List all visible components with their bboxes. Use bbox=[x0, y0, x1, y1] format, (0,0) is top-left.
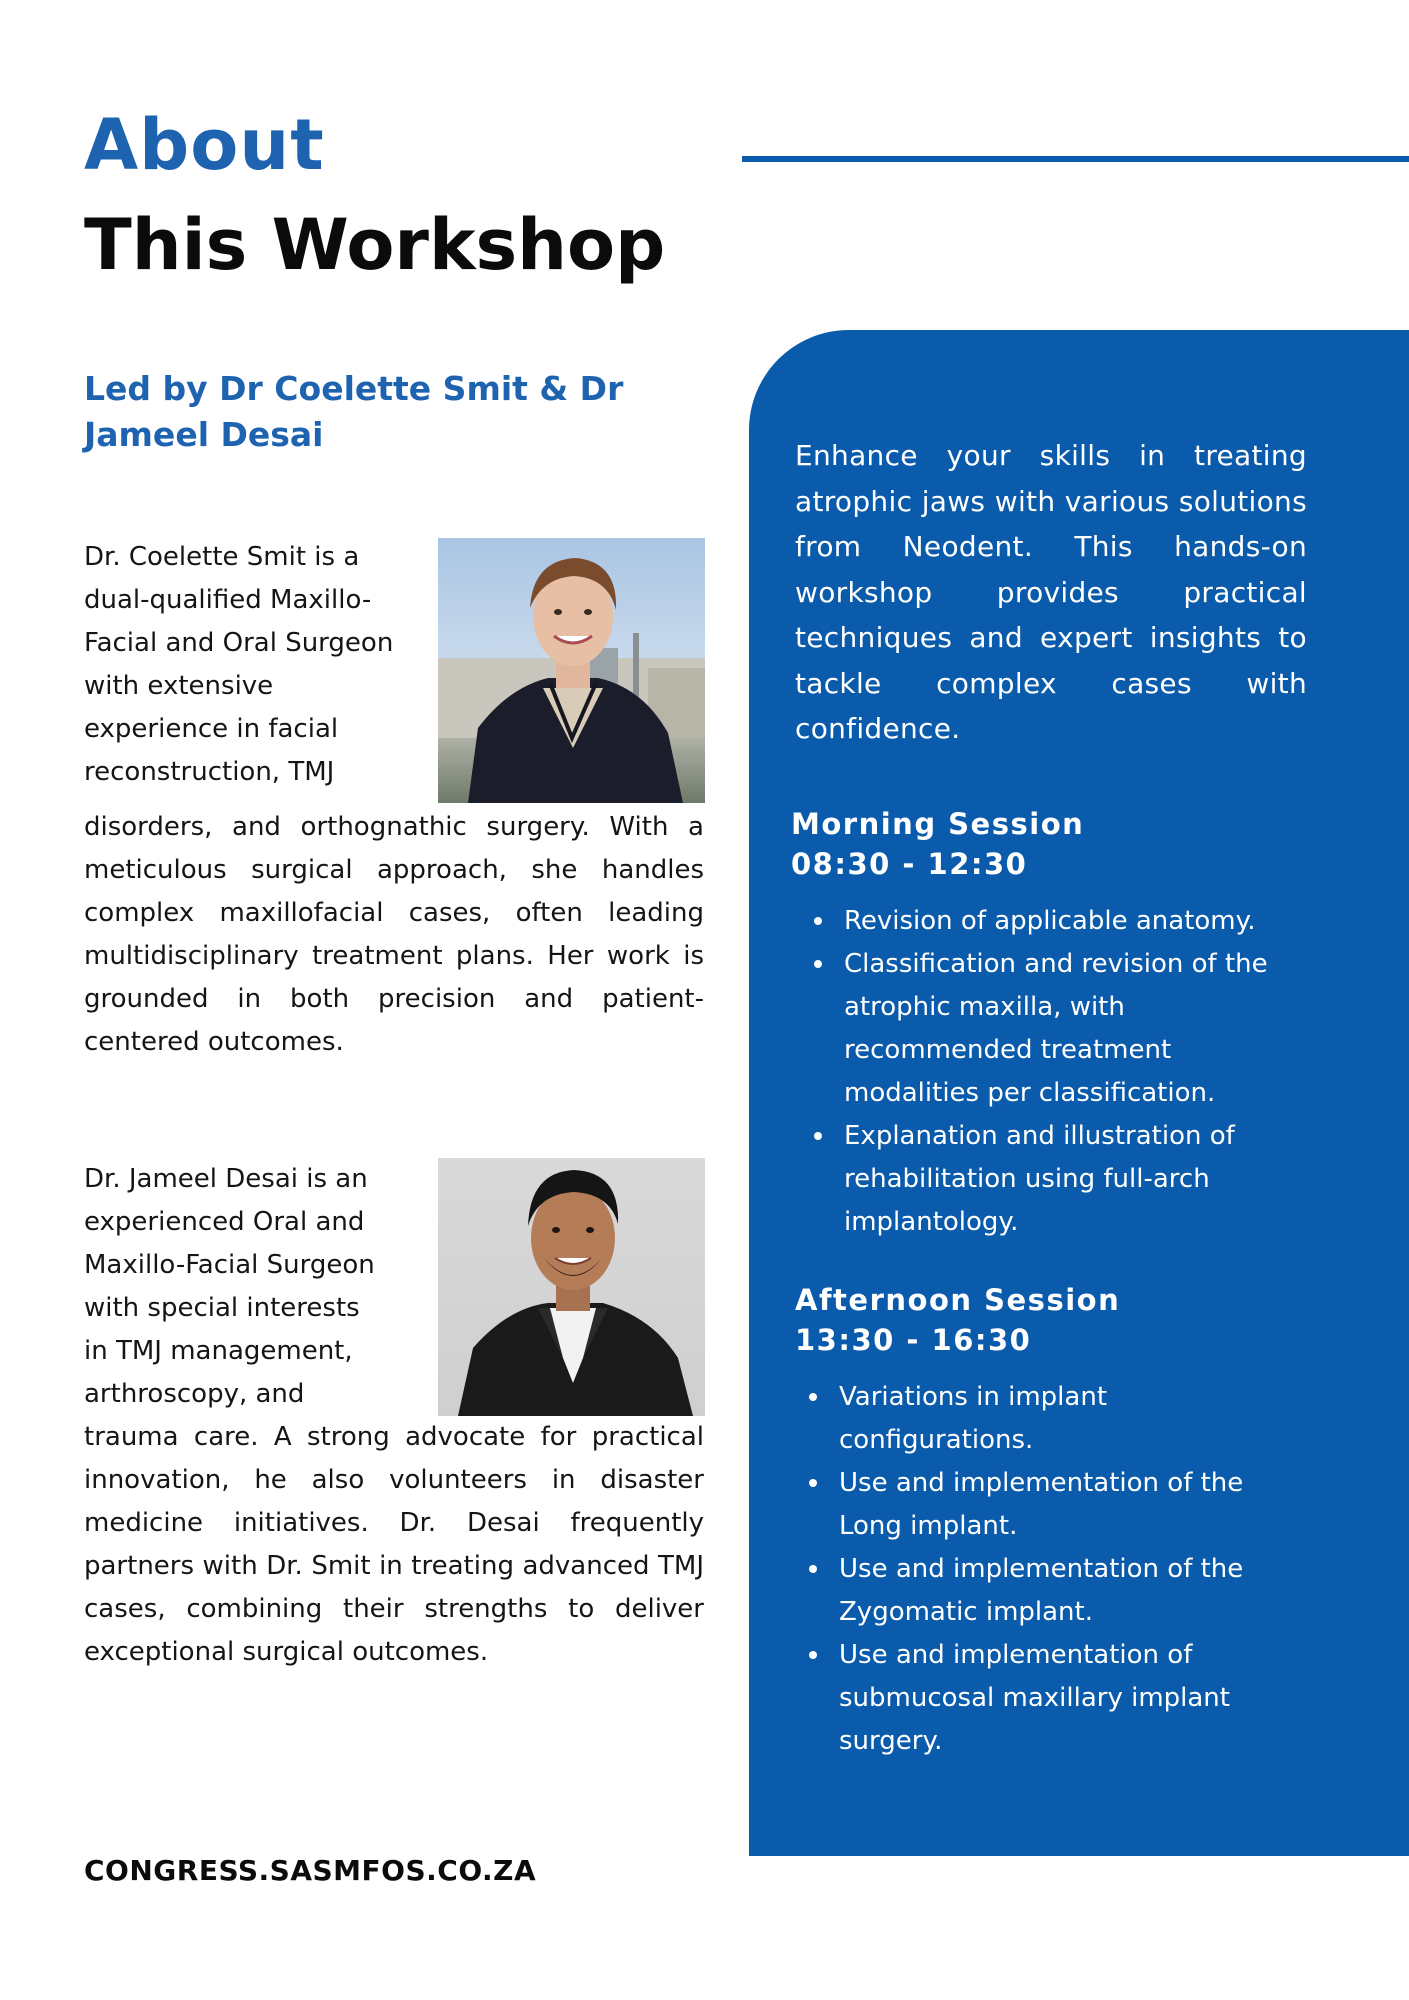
list-item bbox=[844, 1115, 1314, 1244]
session-time: 13:30 - 16:30 bbox=[795, 1323, 1032, 1357]
bullet-icon bbox=[814, 917, 822, 925]
bio-line: Maxillo-Facial Surgeon bbox=[84, 1250, 375, 1280]
bio-line: with special interests bbox=[84, 1293, 360, 1323]
portrait-woman-image bbox=[438, 538, 705, 803]
bullet-icon bbox=[814, 960, 822, 968]
photo-jameel-desai bbox=[438, 1158, 705, 1416]
morning-session-list bbox=[844, 900, 1314, 1244]
list-item-text: Variations in implant configurations. bbox=[839, 1382, 1108, 1455]
bio-line: Dr. Coelette Smit is a bbox=[84, 542, 360, 572]
title-about: About bbox=[84, 104, 325, 186]
bio-line: Facial and Oral Surgeon bbox=[84, 628, 394, 658]
list-item-text: Classification and revision of the atrophic maxilla, with recommended treatment modalities per classification. bbox=[844, 949, 1268, 1108]
bio-smit-intro bbox=[84, 536, 429, 794]
bio-line: with extensive bbox=[84, 671, 274, 701]
afternoon-session-list bbox=[839, 1376, 1309, 1763]
list-item bbox=[839, 1376, 1309, 1462]
list-item bbox=[844, 900, 1314, 943]
led-by-heading: Led by Dr Coelette Smit & Dr Jameel Desai bbox=[84, 369, 624, 454]
bio-line: arthroscopy, and bbox=[84, 1379, 305, 1409]
workshop-intro: Enhance your skills in treating atrophic jaws with various solutions from Neodent. This hands-on workshop provides practical techniques and expert insights to tackle complex cases with confidence. bbox=[795, 439, 1307, 745]
page-title: This Workshop bbox=[84, 204, 666, 286]
footer-website-link[interactable]: CONGRESS.SASMFOS.CO.ZA bbox=[84, 1854, 537, 1887]
header-divider bbox=[742, 156, 1409, 162]
list-item-text: Explanation and illustration of rehabilitation using full-arch implantology. bbox=[844, 1121, 1235, 1237]
photo-coelette-smit bbox=[438, 538, 705, 803]
bio-desai-intro bbox=[84, 1158, 429, 1416]
bio-smit-continued: disorders, and orthognathic surgery. With a meticulous surgical approach, she handles complex maxillofacial cases, often leading multidisciplinary treatment plans. Her work is grounded in both precision and patient-centered outcomes. bbox=[84, 812, 704, 1057]
list-item-text: Revision of applicable anatomy. bbox=[844, 906, 1256, 936]
bio-line: dual-qualified Maxillo- bbox=[84, 585, 372, 615]
bio-line: experienced Oral and bbox=[84, 1207, 365, 1237]
bullet-icon bbox=[809, 1565, 817, 1573]
list-item-text: Use and implementation of submucosal maxillary implant surgery. bbox=[839, 1640, 1230, 1756]
bio-line: reconstruction, TMJ bbox=[84, 757, 335, 787]
session-time: 08:30 - 12:30 bbox=[791, 847, 1028, 881]
afternoon-session-heading bbox=[795, 1280, 1315, 1360]
list-item bbox=[839, 1548, 1309, 1634]
session-title: Morning Session bbox=[791, 807, 1085, 841]
morning-session-heading bbox=[791, 804, 1311, 884]
portrait-man-image bbox=[438, 1158, 705, 1416]
list-item bbox=[839, 1634, 1309, 1763]
list-item bbox=[844, 943, 1314, 1115]
bio-line: experience in facial bbox=[84, 714, 339, 744]
bio-line: in TMJ management, bbox=[84, 1336, 353, 1366]
list-item-text: Use and implementation of the Zygomatic implant. bbox=[839, 1554, 1244, 1627]
bullet-icon bbox=[809, 1651, 817, 1659]
bio-line: Dr. Jameel Desai is an bbox=[84, 1164, 368, 1194]
session-title: Afternoon Session bbox=[795, 1283, 1121, 1317]
list-item-text: Use and implementation of the Long implant. bbox=[839, 1468, 1244, 1541]
bullet-icon bbox=[814, 1132, 822, 1140]
bio-desai-continued: trauma care. A strong advocate for practical innovation, he also volunteers in disaster medicine initiatives. Dr. Desai frequently partners with Dr. Smit in treating advanced TMJ cases, combining their strengths to deliver exceptional surgical outcomes. bbox=[84, 1422, 704, 1667]
bullet-icon bbox=[809, 1479, 817, 1487]
list-item bbox=[839, 1462, 1309, 1548]
bullet-icon bbox=[809, 1393, 817, 1401]
